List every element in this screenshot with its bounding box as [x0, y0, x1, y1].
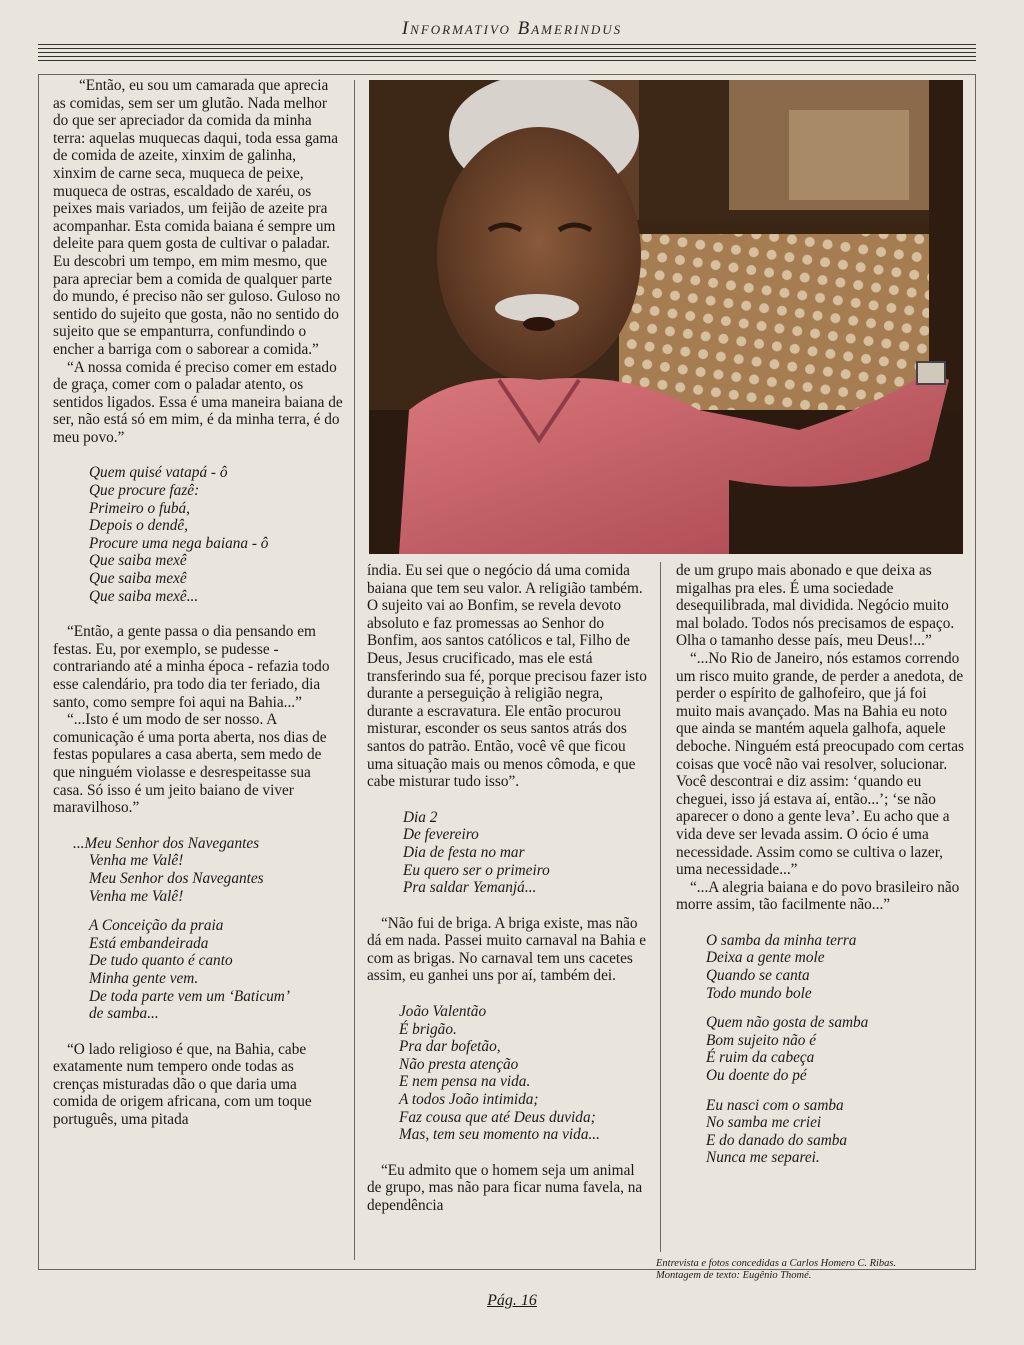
poem-line: Faz cousa que até Deus duvida;	[399, 1108, 596, 1126]
header-rule	[38, 52, 976, 53]
poem-line: Está embandeirada	[89, 934, 209, 952]
poem-line: Mas, tem seu momento na vida...	[399, 1126, 600, 1144]
poem-line: E do danado do samba	[706, 1131, 848, 1149]
text-column-3	[676, 562, 964, 1185]
paragraph: “A nossa comida é preciso comer em estado de graça, comer com o paladar atento, os sentidos ligados. Essa é uma maneira baiana de ser, não está só em mim, é da minha terra, é do meu povo.”	[53, 358, 343, 446]
paragraph: “Eu admito que o homem seja um animal de grupo, mas não para ficar numa favela, na dependência	[367, 1161, 643, 1214]
poem-line: Deixa a gente mole	[706, 949, 825, 967]
poem-line: Não presta atenção	[399, 1055, 519, 1073]
paragraph: “O lado religioso é que, na Bahia, cabe exatamente num tempero onde todas as crenças misturadas dão o que daria uma comida de origem africana, com um toque português, uma pitada	[53, 1040, 312, 1129]
poem-line: A Conceição da praia	[89, 917, 224, 935]
column-divider	[354, 80, 355, 1260]
poem-line: Pra saldar Yemanjá...	[403, 879, 537, 897]
poem-line: Eu nasci com o samba	[706, 1096, 844, 1114]
header-rule	[38, 44, 976, 45]
paragraph: “Então, a gente passa o dia pensando em festas. Eu, por exemplo, se pudesse - contrariando até a minha época - refazia todo esse calendário, pra todo dia ter feriado, dia santo, como sempre foi aqui na Bahia...”	[53, 623, 330, 711]
paragraph: de um grupo mais abonado e que deixa as migalhas pra eles. É uma sociedade desequilibrada, mal dividida. Negócio muito mal bolado. Todos nós precisamos de espaço. Olha o tamanho desse país, meu Deus!...”	[676, 562, 955, 650]
page-number: Pág. 16	[487, 1292, 537, 1309]
poem-line: A todos João intimida;	[399, 1091, 539, 1109]
poem-line: Quando se canta	[706, 967, 810, 985]
paragraph: “...Isto é um modo de ser nosso. A comunicação é uma porta aberta, nos dias de festas populares a casa aberta, sem medo de que ninguém violasse e desrespeitasse sua casa. Só isso é um jeito baiano de viver maravilhoso.”	[53, 711, 327, 817]
paragraph: “Não fui de briga. A briga existe, mas não dá em nada. Passei muito carnaval na Bahia e com as brigas. No carnaval tem uns cacetes assim, eu ganhei uns por aí, também dei.	[367, 914, 647, 985]
poem-line: Que saiba mexê...	[89, 587, 199, 605]
poem-line: Venha me Valê!	[89, 887, 184, 905]
header-rule	[38, 60, 976, 61]
poem-line: Venha me Valê!	[89, 852, 184, 870]
poem-line: No samba me criei	[706, 1114, 822, 1132]
poem-line: Quem não gosta de samba	[706, 1014, 869, 1032]
portrait-photo	[369, 80, 963, 554]
poem-joao-valentao	[399, 1003, 647, 1144]
poem-line: Eu quero ser o primeiro	[403, 861, 550, 879]
poem-line: De tudo quanto é canto	[89, 952, 233, 970]
poem-line: Primeiro o fubá,	[89, 499, 190, 517]
poem-line: Pra dar bofetão,	[399, 1038, 501, 1056]
poem-vatapa	[89, 464, 343, 605]
poem-line: Procure uma nega baiana - ô	[89, 534, 269, 552]
poem-line: Nunca me separei.	[706, 1149, 820, 1167]
photo-credits	[656, 1258, 966, 1282]
header-rule	[38, 48, 976, 49]
poem-line: Dia de festa no mar	[403, 843, 525, 861]
poem-line: Que saiba mexê	[89, 552, 187, 570]
poem-line: Meu Senhor dos Navegantes	[89, 869, 264, 887]
paragraph: “...A alegria baiana e do povo brasileiro não morre assim, tão facilmente não...”	[676, 878, 960, 914]
poem-samba	[706, 932, 964, 1167]
poem-line: Minha gente vem.	[89, 969, 199, 987]
poem-line: Que procure fazê:	[89, 482, 200, 500]
poem-line: Ou doente do pé	[706, 1067, 807, 1085]
portrait-illustration	[369, 80, 963, 554]
poem-line: O samba da minha terra	[706, 931, 857, 949]
poem-line: Dia 2	[403, 808, 438, 826]
column-divider	[660, 562, 661, 1252]
poem-line: Quem quisé vatapá - ô	[89, 464, 228, 482]
poem-line: Todo mundo bole	[706, 984, 812, 1002]
credit-line: Entrevista e fotos concedidas a Carlos Homero C. Ribas.	[656, 1258, 897, 1269]
page-header: Informativo Bamerindus	[401, 18, 623, 39]
paragraph: “Então, eu sou um camarada que aprecia as comidas, sem ser um glutão. Nada melhor do que ser apreciador da comida da minha terra: aquelas muquecas daqui, toda essa gama de comida de azeite, xinxim de galinha, xinxim de carne seca, muqueca de peixe, muqueca de ostras, escaldado de xaréu, os peixes mais variados, um feijão de azeite pra acompanhar. Esta comida baiana é sempre um deleite para quem gosta de cultivar o paladar. Eu descobri um tempo, em mim mesmo, que para apreciar bem a comida de qualquer parte do mundo, é preciso não ser guloso. Guloso no sentido do sujeito que gosta, não no sentido do sujeito que se empanturra, confundindo o encher a barriga com o saborear a comida.”	[53, 77, 341, 358]
poem-line: E nem pensa na vida.	[399, 1073, 531, 1091]
header-rule	[38, 56, 976, 57]
poem-line: de samba...	[89, 1005, 159, 1023]
poem-line: ...Meu Senhor dos Navegantes	[73, 834, 260, 852]
poem-line: De toda parte vem um ‘Baticum’	[89, 987, 290, 1005]
poem-line: É brigão.	[399, 1020, 457, 1038]
poem-yemanja	[403, 809, 647, 897]
poem-line: De fevereiro	[403, 826, 479, 844]
paragraph: índia. Eu sei que o negócio dá uma comida baiana que tem seu valor. A religião também. O sujeito vai ao Bonfim, se revela devoto absoluto e faz promessas ao Senhor do Bonfim, aos santos católicos e tal, Filho de Deus, Jesus crucificado, mas ele está transferindo sua fé, porque precisou fazer isto durante a perseguição à religião negra, durante a escravatura. Ele então procurou misturar, esconder os seus santos atrás dos santos do patrão. Então, você vê que ficou uma situação mais ou menos cômoda, e que cabe misturar tudo isso”.	[367, 562, 647, 791]
poem-line: Bom sujeito não é	[706, 1031, 817, 1049]
text-column-1	[53, 77, 343, 1129]
poem-line: Que saiba mexê	[89, 570, 187, 588]
poem-line: É ruim da cabeça	[706, 1049, 815, 1067]
poem-navegantes	[73, 835, 343, 1023]
poem-line: Depois o dendê,	[89, 517, 188, 535]
paragraph: “...No Rio de Janeiro, nós estamos correndo um risco muito grande, de perder a anedota, de perder o espírito de galhofeiro, que já foi muito mais avançado. Mas na Bahia eu noto que ainda se mantém aquela galhofa, aquele deboche. Ninguém está preocupado com certas coisas que você não vai resolver, solucionar. Você descontrai e diz assim: ‘quando eu cheguei, isso já estava aí, então...’; ‘se não aparecer o dono a gente leva’. Eu acho que a vida deve ser levada assim. O ócio é uma necessidade. Assim como se cultiva o lazer, uma necessidade...”	[676, 649, 964, 879]
text-column-2	[367, 562, 647, 1215]
credit-line: Montagem de texto: Eugênio Thomé.	[656, 1270, 812, 1281]
poem-line: João Valentão	[399, 1003, 487, 1021]
